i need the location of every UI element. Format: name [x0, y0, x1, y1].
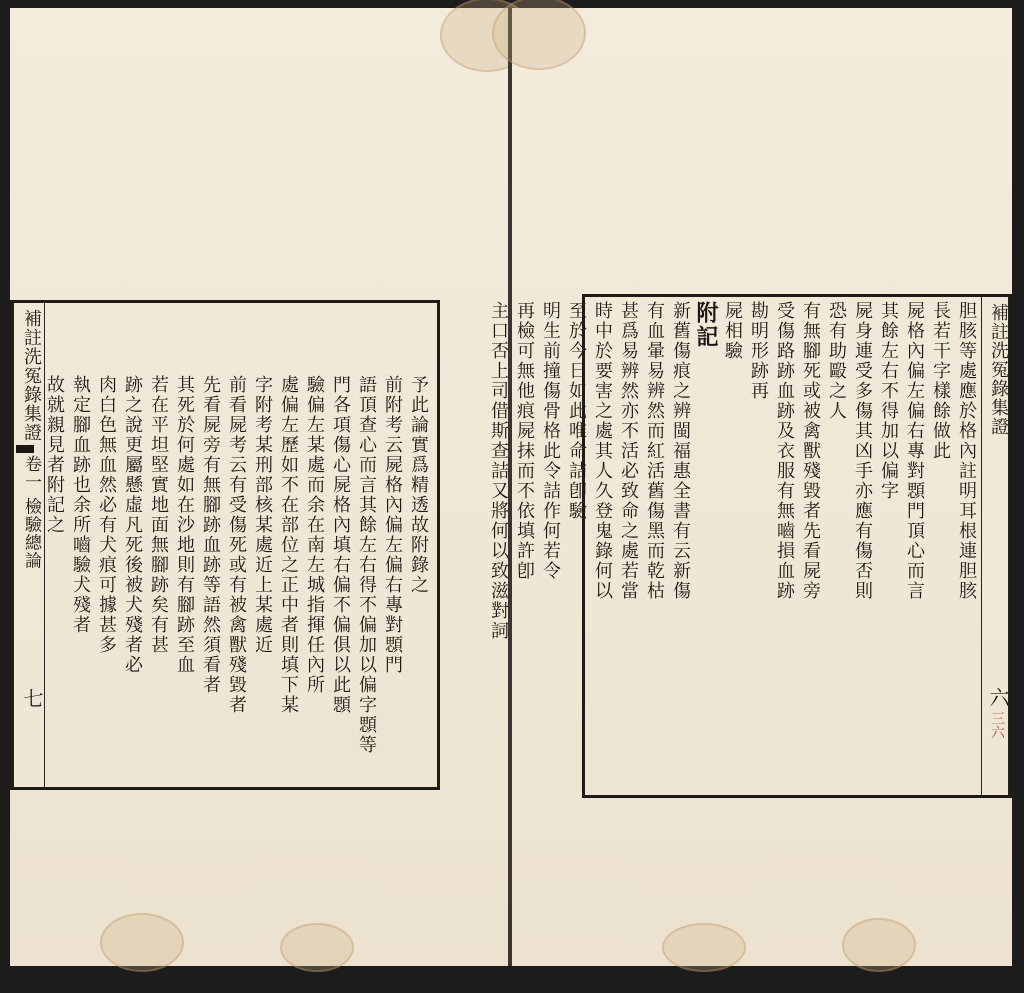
body-text	[41, 375, 431, 775]
folio-stamp: 三六	[989, 711, 1005, 739]
body-text	[485, 301, 979, 791]
text-column: 處偏左歷如不在部位之正中者則填下某	[278, 375, 299, 715]
text-column: 其死於何處如在沙地則有腳跡至血	[174, 375, 195, 675]
text-frame	[488, 294, 1012, 798]
text-column: 驗偏左某處而余在南左城指揮任內所	[304, 375, 325, 695]
water-stain	[280, 923, 354, 972]
text-column: 前看屍考云有受傷死或有被禽獸殘毀者	[226, 375, 247, 715]
text-column: 受傷路跡血跡及衣服有無嚙損血跡	[774, 301, 795, 601]
text-column: 再檢可無他痕屍抹而不依填許卽	[514, 301, 535, 581]
text-column: 前附考云屍格內偏左偏右專對顋門	[382, 375, 403, 675]
text-column: 屍相驗	[722, 301, 743, 361]
book-title: 補註洗冤錄集證	[21, 309, 42, 442]
section-heading: 附記	[693, 301, 719, 349]
text-frame	[10, 300, 440, 790]
right-page	[488, 8, 1012, 966]
text-column: 字附考某刑部核某處近上某處近	[252, 375, 273, 655]
text-column: 先看屍旁有無腳跡血跡等語然須看者	[200, 375, 221, 695]
text-column: 其餘左右不得加以偏字	[878, 301, 899, 501]
text-column: 恐有助毆之人	[826, 301, 847, 421]
text-column: 跡之說更屬懸虛凡死後被犬殘者必	[122, 375, 143, 675]
text-column: 若在平坦堅實地面無腳跡矣有甚	[148, 375, 169, 655]
water-stain	[100, 913, 184, 972]
text-column: 甚爲易辨然亦不活必致命之處若當	[618, 301, 639, 601]
water-stain	[842, 918, 916, 972]
water-stain	[492, 0, 586, 70]
text-column: 新舊傷痕之辨閩福惠全書有云新傷	[670, 301, 691, 601]
bleed-through-text	[70, 98, 92, 198]
text-column: 勘明形跡再	[748, 301, 769, 401]
folio-number: 六	[986, 687, 1010, 707]
text-column: 有血暈易辨然而紅活舊傷黑而乾枯	[644, 301, 665, 601]
text-column: 執定腳血跡也余所嚙驗犬殘者	[70, 375, 91, 635]
water-stain	[662, 923, 746, 972]
text-column: 門各項傷心屍格內填右偏不偏俱以此顋	[330, 375, 351, 715]
text-column: 時中於要害之處其人久登鬼錄何以	[592, 301, 613, 601]
text-column: 有無腳死或被禽獸殘毀者先看屍旁	[800, 301, 821, 601]
text-column: 肉白色無血然必有犬痕可據甚多	[96, 375, 117, 655]
text-column: 語頂查心而言其餘左右得不偏加以偏字顋等	[356, 375, 377, 755]
book-title: 補註洗冤錄集證	[988, 303, 1009, 436]
left-page	[10, 8, 508, 966]
center-band	[981, 297, 1009, 795]
chapter-title: 卷一 檢驗總論	[21, 455, 41, 570]
text-column: 屍格內偏左偏右專對顋門頂心而言	[904, 301, 925, 601]
text-column: 予此論實爲精透故附錄之	[408, 375, 429, 595]
text-column: 至於今日如此唯命詰卽驗	[566, 301, 587, 521]
text-column: 故就親見者附記之	[44, 375, 65, 535]
text-column: 長若干字樣餘做此	[930, 301, 951, 461]
band-mark	[16, 445, 34, 453]
text-column: 主口否上司借斯查詰又將何以致滋對詞	[488, 301, 509, 641]
folio-number: 七	[20, 688, 44, 708]
text-column: 胆胲等處應於格內註明耳根連胆胲	[956, 301, 977, 601]
text-column: 明生前撞傷骨格此令詰作何若令	[540, 301, 561, 581]
text-column: 屍身連受多傷其凶手亦應有傷否則	[852, 301, 873, 601]
